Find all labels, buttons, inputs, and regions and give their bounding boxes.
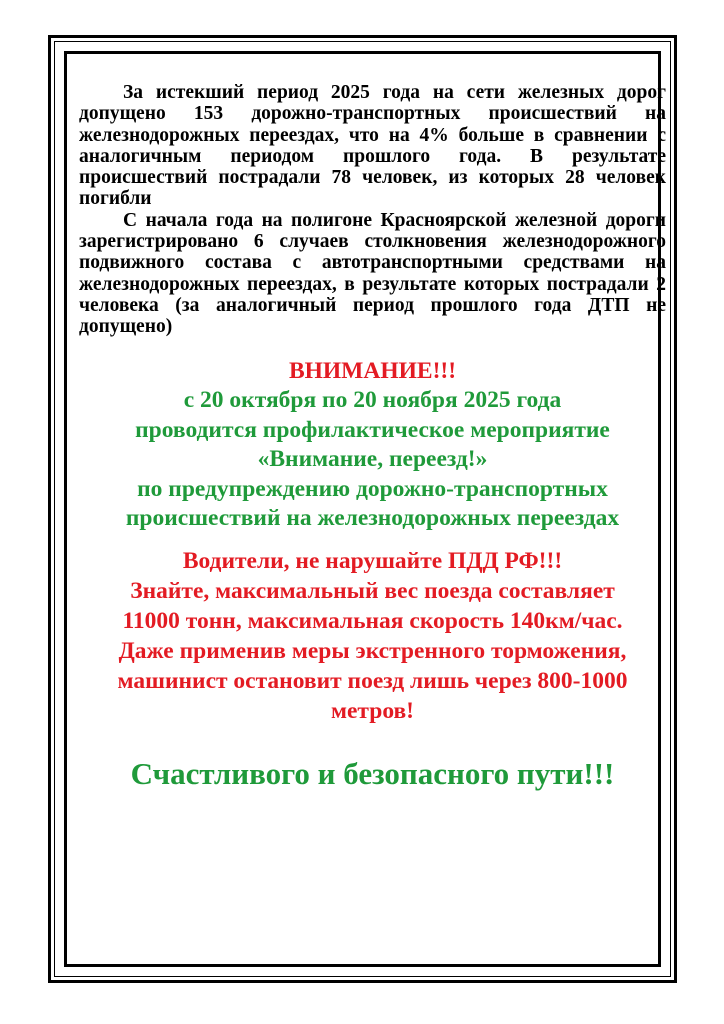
attention-line: «Внимание, переезд!»: [257, 446, 488, 473]
driver-warning-block: [79, 546, 666, 726]
warning-line: Даже применив меры экстренного торможения,: [118, 637, 627, 664]
farewell-message: Счастливого и безопасного пути!!!: [130, 755, 615, 791]
attention-line: с 20 октября по 20 ноября 2025 года: [183, 387, 562, 414]
warning-line: Знайте, максимальный вес поезда составляет: [130, 577, 615, 604]
paragraph-statistics-krasnoyarsk: С начала года на полигоне Красноярской железной дороги зарегистрировано 6 случаев столкновения железнодорожного подвижного состава с автотранспортными средствами на железнодорожных переездах, в результате которых пострадали 2 человека (за аналогичный период прошлого года ДТП не допущено): [79, 209, 666, 338]
warning-line: метров!: [330, 697, 415, 724]
attention-line: по предупреждению дорожно-транспортных: [137, 475, 608, 502]
paragraph-statistics-network: За истекший период 2025 года на сети железных дорог допущено 153 дорожно-транспортных происшествий на железнодорожных переездах, что на 4% больше в сравнении с аналогичным периодом прошлого года. В результате происшествий пострадали 78 человек, из которых 28 человек погибли: [79, 82, 666, 210]
attention-heading: ВНИМАНИЕ!!!: [288, 357, 457, 384]
attention-block: [79, 357, 666, 534]
warning-line: машинист остановит поезд лишь через 800-1000: [117, 667, 628, 694]
notice-content: [79, 82, 666, 792]
attention-line: происшествий на железнодорожных переездах: [125, 505, 620, 532]
warning-line: Водители, не нарушайте ПДД РФ!!!: [182, 547, 563, 574]
warning-line: 11000 тонн, максимальная скорость 140км/час.: [122, 607, 623, 634]
attention-line: проводится профилактическое мероприятие: [135, 416, 610, 443]
